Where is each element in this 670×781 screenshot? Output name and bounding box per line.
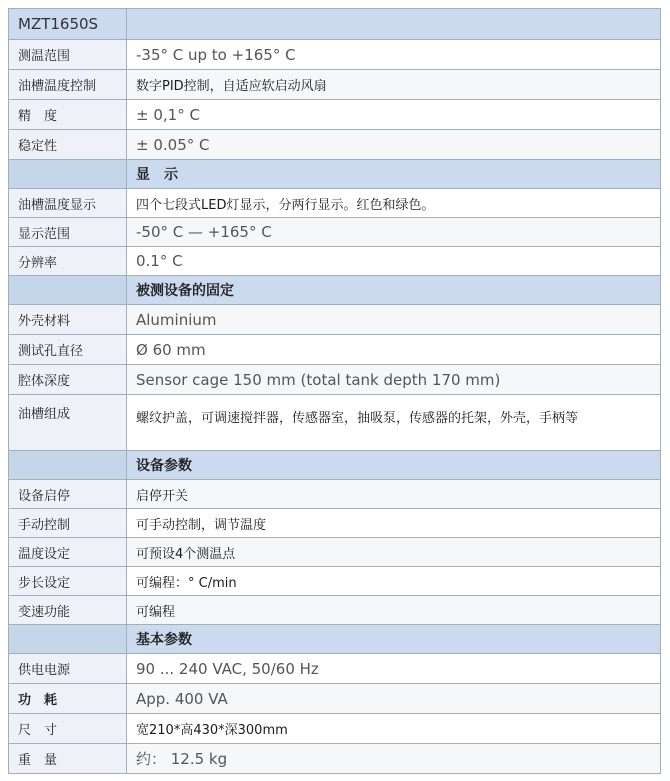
section-header-device <box>9 451 661 480</box>
table-row <box>9 335 661 365</box>
row-label: 设备启停 <box>9 480 127 509</box>
row-value: ± 0.05° C <box>127 130 661 160</box>
spec-table <box>8 8 661 774</box>
table-row <box>9 714 661 744</box>
row-value: 可编程 <box>127 596 661 625</box>
table-row <box>9 538 661 567</box>
table-row <box>9 189 661 218</box>
section-title: 显 示 <box>127 160 661 189</box>
row-value: 0.1° C <box>127 247 661 276</box>
row-value: 可预设4个测温点 <box>127 538 661 567</box>
row-label: 油槽温度显示 <box>9 189 127 218</box>
row-label: 供电电源 <box>9 654 127 684</box>
row-label: 油槽组成 <box>9 395 127 451</box>
row-value: -35° C up to +165° C <box>127 40 661 70</box>
table-row <box>9 480 661 509</box>
row-label: 外壳材料 <box>9 305 127 335</box>
table-row <box>9 744 661 774</box>
model-name: MZT1650S <box>9 9 127 40</box>
row-value: 可手动控制，调节温度 <box>127 509 661 538</box>
row-label: 测温范围 <box>9 40 127 70</box>
table-row <box>9 596 661 625</box>
table-row <box>9 654 661 684</box>
row-value: Aluminium <box>127 305 661 335</box>
model-header-row <box>9 9 661 40</box>
table-row <box>9 130 661 160</box>
table-row <box>9 365 661 395</box>
row-value: 90 ... 240 VAC, 50/60 Hz <box>127 654 661 684</box>
row-label: 油槽温度控制 <box>9 70 127 100</box>
section-title: 基本参数 <box>127 625 661 654</box>
row-value: ± 0,1° C <box>127 100 661 130</box>
section-header-basic <box>9 625 661 654</box>
row-label: 功 耗 <box>9 684 127 714</box>
row-label: 分辨率 <box>9 247 127 276</box>
row-label: 重 量 <box>9 744 127 774</box>
table-row <box>9 509 661 538</box>
row-label: 稳定性 <box>9 130 127 160</box>
row-label: 变速功能 <box>9 596 127 625</box>
row-value: 启停开关 <box>127 480 661 509</box>
table-row <box>9 567 661 596</box>
row-label: 手动控制 <box>9 509 127 538</box>
table-row <box>9 395 661 451</box>
section-title: 被测设备的固定 <box>127 276 661 305</box>
row-value: -50° C — +165° C <box>127 218 661 247</box>
row-label: 精 度 <box>9 100 127 130</box>
row-value: 可编程：° C/min <box>127 567 661 596</box>
table-row <box>9 40 661 70</box>
row-value: 螺纹护盖，可调速搅拌器，传感器室，抽吸泵，传感器的托架，外壳，手柄等 <box>127 395 661 451</box>
model-header-blank <box>127 9 661 40</box>
table-row <box>9 305 661 335</box>
row-label: 尺 寸 <box>9 714 127 744</box>
table-row <box>9 100 661 130</box>
table-row <box>9 247 661 276</box>
row-value: 约： 12.5 kg <box>127 744 661 774</box>
section-header-display <box>9 160 661 189</box>
row-value: 数字PID控制，自适应软启动风扇 <box>127 70 661 100</box>
table-row <box>9 70 661 100</box>
row-value: 宽210*高430*深300mm <box>127 714 661 744</box>
row-value: App. 400 VA <box>127 684 661 714</box>
row-label: 显示范围 <box>9 218 127 247</box>
row-value: Sensor cage 150 mm (total tank depth 170 mm) <box>127 365 661 395</box>
row-label: 测试孔直径 <box>9 335 127 365</box>
row-label: 温度设定 <box>9 538 127 567</box>
row-label: 腔体深度 <box>9 365 127 395</box>
row-value: 四个七段式LED灯显示，分两行显示。红色和绿色。 <box>127 189 661 218</box>
table-row <box>9 218 661 247</box>
row-value: Ø 60 mm <box>127 335 661 365</box>
table-row <box>9 684 661 714</box>
row-label: 步长设定 <box>9 567 127 596</box>
section-title: 设备参数 <box>127 451 661 480</box>
section-header-fixing <box>9 276 661 305</box>
